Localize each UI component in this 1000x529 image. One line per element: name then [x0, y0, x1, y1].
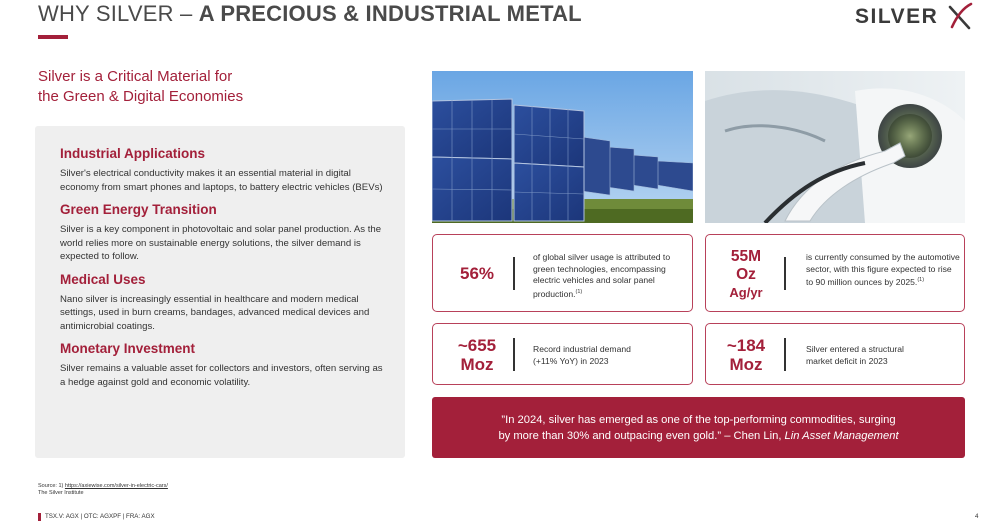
stat-footnote: (1)	[917, 277, 925, 283]
source-note	[38, 483, 168, 497]
stat-description	[533, 252, 688, 300]
page-title-regular: WHY SILVER –	[38, 1, 199, 26]
stat-value	[712, 248, 780, 302]
section-heading: Medical Uses	[60, 271, 146, 287]
stat-description-line: (+11% YoY) in 2023	[533, 355, 609, 366]
quote-line-2	[452, 428, 945, 444]
stat-value-line: Moz	[460, 355, 494, 374]
stat-description	[806, 252, 961, 288]
quote-attribution: Lin Asset Management	[784, 430, 899, 442]
stat-card-green-tech	[432, 234, 693, 312]
stat-divider	[784, 338, 786, 371]
section-monetary-investment	[60, 341, 385, 389]
stat-card-industrial-demand	[432, 323, 693, 385]
solar-panels-photo	[432, 71, 693, 223]
section-heading: Industrial Applications	[60, 146, 206, 161]
logo-x-mark-icon	[947, 2, 975, 30]
stat-footnote: (1)	[575, 288, 583, 295]
section-body: Silver is a key component in photovoltaic and solar panel production. As the world relies more on sustainable energy solutions, the silver demand is expected to follow.	[60, 224, 382, 262]
stat-value-line: Oz	[736, 266, 756, 283]
stat-value-line: 55M	[730, 248, 762, 265]
stat-value-line: ~655	[457, 336, 497, 355]
stat-description	[533, 344, 688, 367]
source-link[interactable]: https://axiewise.com/silver-in-electric-cars/	[64, 483, 168, 489]
section-green-energy	[60, 202, 385, 264]
page-title	[38, 1, 582, 27]
section-body: Silver remains a valuable asset for collectors and investors, often serving as a hedge against gold and economic volatility.	[60, 363, 383, 388]
stat-description-line: market deficit in 2023	[806, 355, 888, 366]
subtitle-line-2: the Green & Digital Economies	[38, 88, 244, 105]
stat-value	[441, 264, 513, 284]
stat-description-text: of global silver usage is attributed to green technologies, encompassing electric vehicles and solar panel production.	[533, 252, 671, 299]
stat-description-line: Silver entered a structural	[806, 344, 904, 354]
stat-description-text: is currently consumed by the automotive sector, with this figure expected to rise to 90 million ounces by 2025.	[806, 252, 960, 287]
stat-divider	[513, 257, 515, 290]
section-industrial-applications	[60, 146, 385, 194]
stat-value	[441, 336, 513, 374]
logo-text: SILVER	[855, 5, 939, 28]
section-subtitle	[38, 67, 298, 107]
footer-tickers: TSX.V: AGX | OTC: AGXPF | FRA: AGX	[45, 513, 155, 520]
section-medical-uses	[60, 272, 385, 334]
stat-divider	[784, 257, 786, 290]
ev-charger-photo	[705, 71, 965, 223]
quote-banner	[432, 397, 965, 458]
page-title-bold: A PRECIOUS & INDUSTRIAL METAL	[198, 1, 582, 26]
stat-divider	[513, 338, 515, 371]
quote-line-1: ”In 2024, silver has emerged as one of the top-performing commodities, surging	[501, 414, 896, 426]
stat-value-line: Moz	[729, 355, 763, 374]
quote-text: by more than 30% and outpacing even gold.” – Chen Lin,	[498, 430, 785, 442]
section-heading: Green Energy Transition	[60, 202, 217, 217]
title-accent-bar	[38, 35, 68, 39]
source-label: Source: 1)	[38, 483, 65, 489]
stat-value-line: 56%	[459, 264, 495, 283]
section-heading: Monetary Investment	[60, 341, 196, 356]
stat-card-automotive	[705, 234, 965, 312]
stat-value	[712, 336, 780, 374]
stat-card-market-deficit	[705, 323, 965, 385]
page-number: 4	[975, 513, 979, 520]
stat-value-line: Ag/yr	[729, 285, 763, 300]
applications-panel	[35, 126, 405, 458]
silverx-logo	[855, 2, 975, 32]
stat-description	[806, 344, 961, 367]
stat-value-line: ~184	[726, 336, 766, 355]
source-line-2: The Silver Institute	[38, 490, 84, 496]
section-body: Nano silver is increasingly essential in healthcare and modern medical settings, used in burn creams, bandages, advanced medical devices and antimicrobial coatings.	[60, 293, 370, 332]
stat-description-line: Record industrial demand	[533, 344, 631, 354]
subtitle-line-1: Silver is a Critical Material for	[38, 68, 233, 85]
footer-accent-bar	[38, 513, 41, 521]
section-body: Silver's electrical conductivity makes it an essential material in digital economy from smart phones and laptops, to battery electric vehicles (BEVs)	[60, 168, 383, 193]
